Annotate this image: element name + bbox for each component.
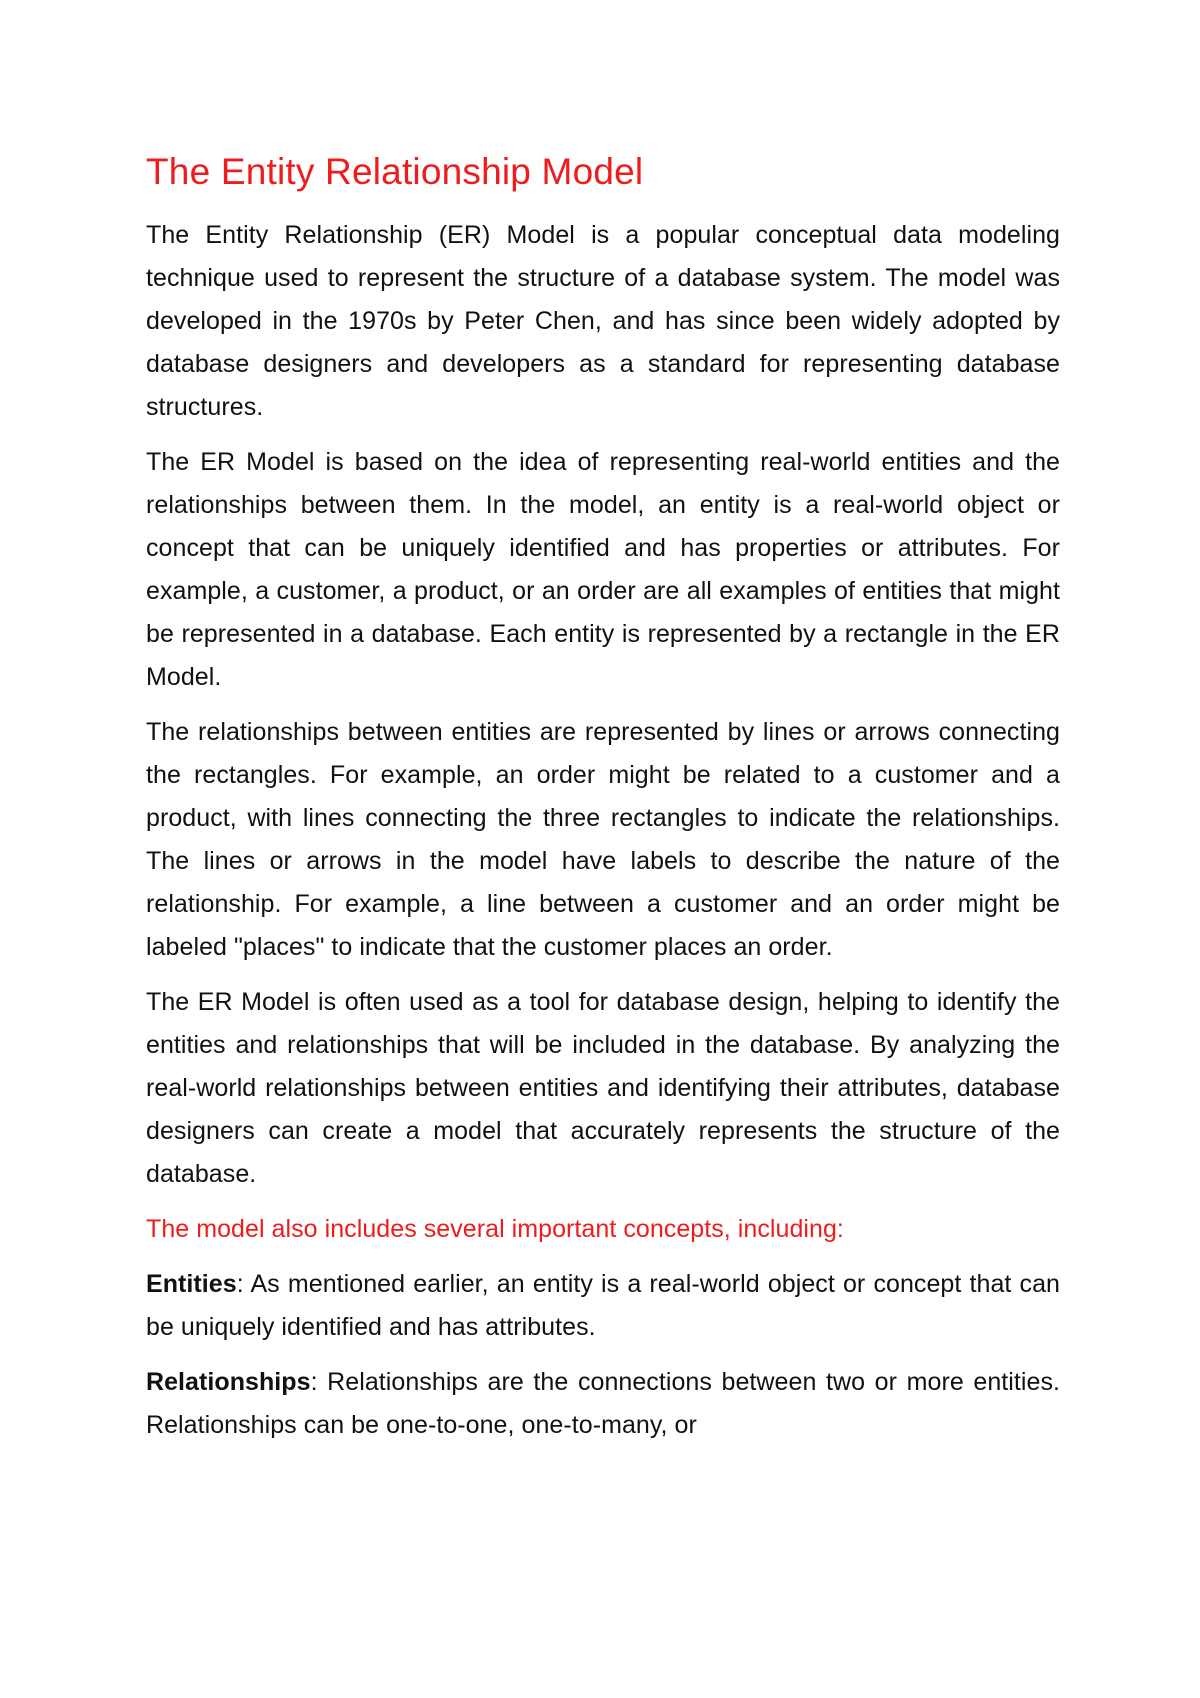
page-title: The Entity Relationship Model — [146, 151, 644, 192]
paragraph-design-tool: The ER Model is often used as a tool for database design, helping to identify the entities and relationships that will be included in the database. By analyzing the real-world relationships between entities and identifying their attributes, database designers can create a model that accurately represents the structure of the database. — [146, 988, 1060, 1188]
concept-description: : Relationships are the connections between two or more entities. Relationships can be one-to-one, one-to-many, or — [146, 1368, 1060, 1439]
concept-term: Entities — [146, 1270, 237, 1298]
paragraph-relationships: The relationships between entities are represented by lines or arrows connecting the rectangles. For example, an order might be related to a customer and a product, with lines connecting the three rectangles to indicate the relationships. The lines or arrows in the model have labels to describe the nature of the relationship. For example, a line between a customer and an order might be labeled "places" to indicate that the customer places an order. — [146, 718, 1060, 961]
concept-term: Relationships — [146, 1368, 311, 1396]
document-content — [146, 148, 1060, 1459]
concept-relationships — [146, 1361, 1060, 1447]
concept-entities — [146, 1263, 1060, 1349]
concept-description: : As mentioned earlier, an entity is a real-world object or concept that can be uniquely identified and has attributes. — [146, 1270, 1060, 1341]
paragraph-entities: The ER Model is based on the idea of representing real-world entities and the relationships between them. In the model, an entity is a real-world object or concept that can be uniquely identified and has properties or attributes. For example, a customer, a product, or an order are all examples of entities that might be represented in a database. Each entity is represented by a rectangle in the ER Model. — [146, 448, 1060, 691]
concepts-intro: The model also includes several important concepts, including: — [146, 1215, 844, 1243]
paragraph-intro: The Entity Relationship (ER) Model is a popular conceptual data modeling technique used to represent the structure of a database system. The model was developed in the 1970s by Peter Chen, and has since been widely adopted by database designers and developers as a standard for representing database structures. — [146, 221, 1060, 421]
